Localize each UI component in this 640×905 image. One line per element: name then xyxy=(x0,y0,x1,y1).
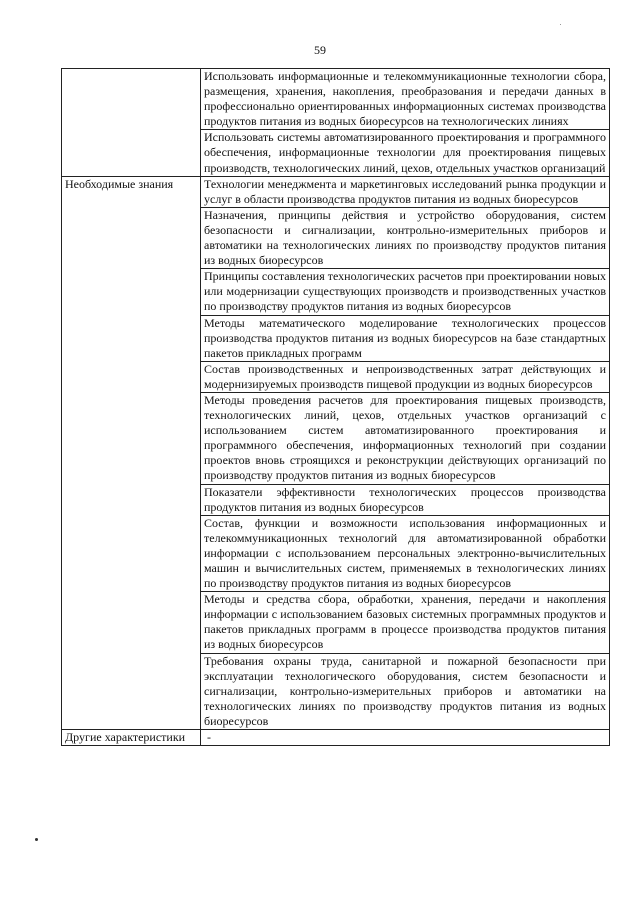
scan-dot-mark xyxy=(35,838,38,841)
knowledge-cell: Требования охраны труда, санитарной и пожарной безопасности при эксплуатации технологического оборудования, систем безопасности и сигнализации, контрольно-измерительных приборов и автоматики на технологических линиях по производству продуктов питания из водных биоресурсов xyxy=(201,653,610,729)
table-row xyxy=(62,730,610,746)
knowledge-cell: Показатели эффективности технологических процессов производства продуктов питания из водных биоресурсов xyxy=(201,484,610,515)
requirement-cell: Использовать системы автоматизированного проектирования и программного обеспечения, информационные технологии для проектирования пищевых производств, технологических линий, цехов, отдельных участков организаций xyxy=(201,130,610,176)
knowledge-cell: Принципы составления технологических расчетов при проектировании новых или модернизации существующих производств и производственных участков по производству продуктов питания из водных биоресурсов xyxy=(201,269,610,315)
knowledge-cell: Назначения, принципы действия и устройство оборудования, систем безопасности и сигнализации, контрольно-измерительных приборов и автоматики на технологических линиях по производству продуктов питания из водных биоресурсов xyxy=(201,207,610,268)
table-row xyxy=(62,176,610,207)
row-label-other-characteristics: Другие характеристики xyxy=(62,730,201,746)
requirements-table xyxy=(61,68,610,746)
page-number: 59 xyxy=(314,43,326,57)
requirement-cell: Использовать информационные и телекоммуникационные технологии сбора, размещения, хранения, накопления, преобразования и передачи данных в профессионально ориентированных информационных системах производства продуктов питания из водных биоресурсов на технологических линиях xyxy=(201,69,610,130)
knowledge-cell: Технологии менеджмента и маркетинговых исследований рынка продукции и услуг в области производства продуктов питания из водных биоресурсов xyxy=(201,176,610,207)
row-label xyxy=(62,69,201,177)
knowledge-cell: Методы математического моделирование технологических процессов производства продуктов питания из водных биоресурсов на базе стандартных пакетов прикладных программ xyxy=(201,315,610,361)
table-row xyxy=(62,69,610,130)
knowledge-cell: Состав, функции и возможности использования информационных и телекоммуникационных технологий для автоматизированной обработки информации с использованием персональных электронно-вычислительных машин и вычислительных систем, применяемых в технологических линиях по производству продуктов питания из водных биоресурсов xyxy=(201,515,610,591)
row-label-required-knowledge: Необходимые знания xyxy=(62,176,201,729)
knowledge-cell: Методы и средства сбора, обработки, хранения, передачи и накопления информации с использованием базовых системных программных продуктов и пакетов прикладных программ в процессе производства продуктов питания из водных биоресурсов xyxy=(201,592,610,653)
other-characteristics-cell xyxy=(201,730,610,746)
knowledge-cell: Состав производственных и непроизводственных затрат действующих и модернизируемых производств пищевой продукции из водных биоресурсов xyxy=(201,361,610,392)
scan-speck-mark xyxy=(560,24,561,25)
dash-mark: - xyxy=(207,730,211,745)
knowledge-cell: Методы проведения расчетов для проектирования пищевых производств, технологических линий, цехов, отдельных участков организаций с использованием систем автоматизированного проектирования и программного обеспечения, информационных технологий при создании проектов вновь строящихся и реконструкции действующих организаций по производству продуктов питания из водных биоресурсов xyxy=(201,392,610,484)
